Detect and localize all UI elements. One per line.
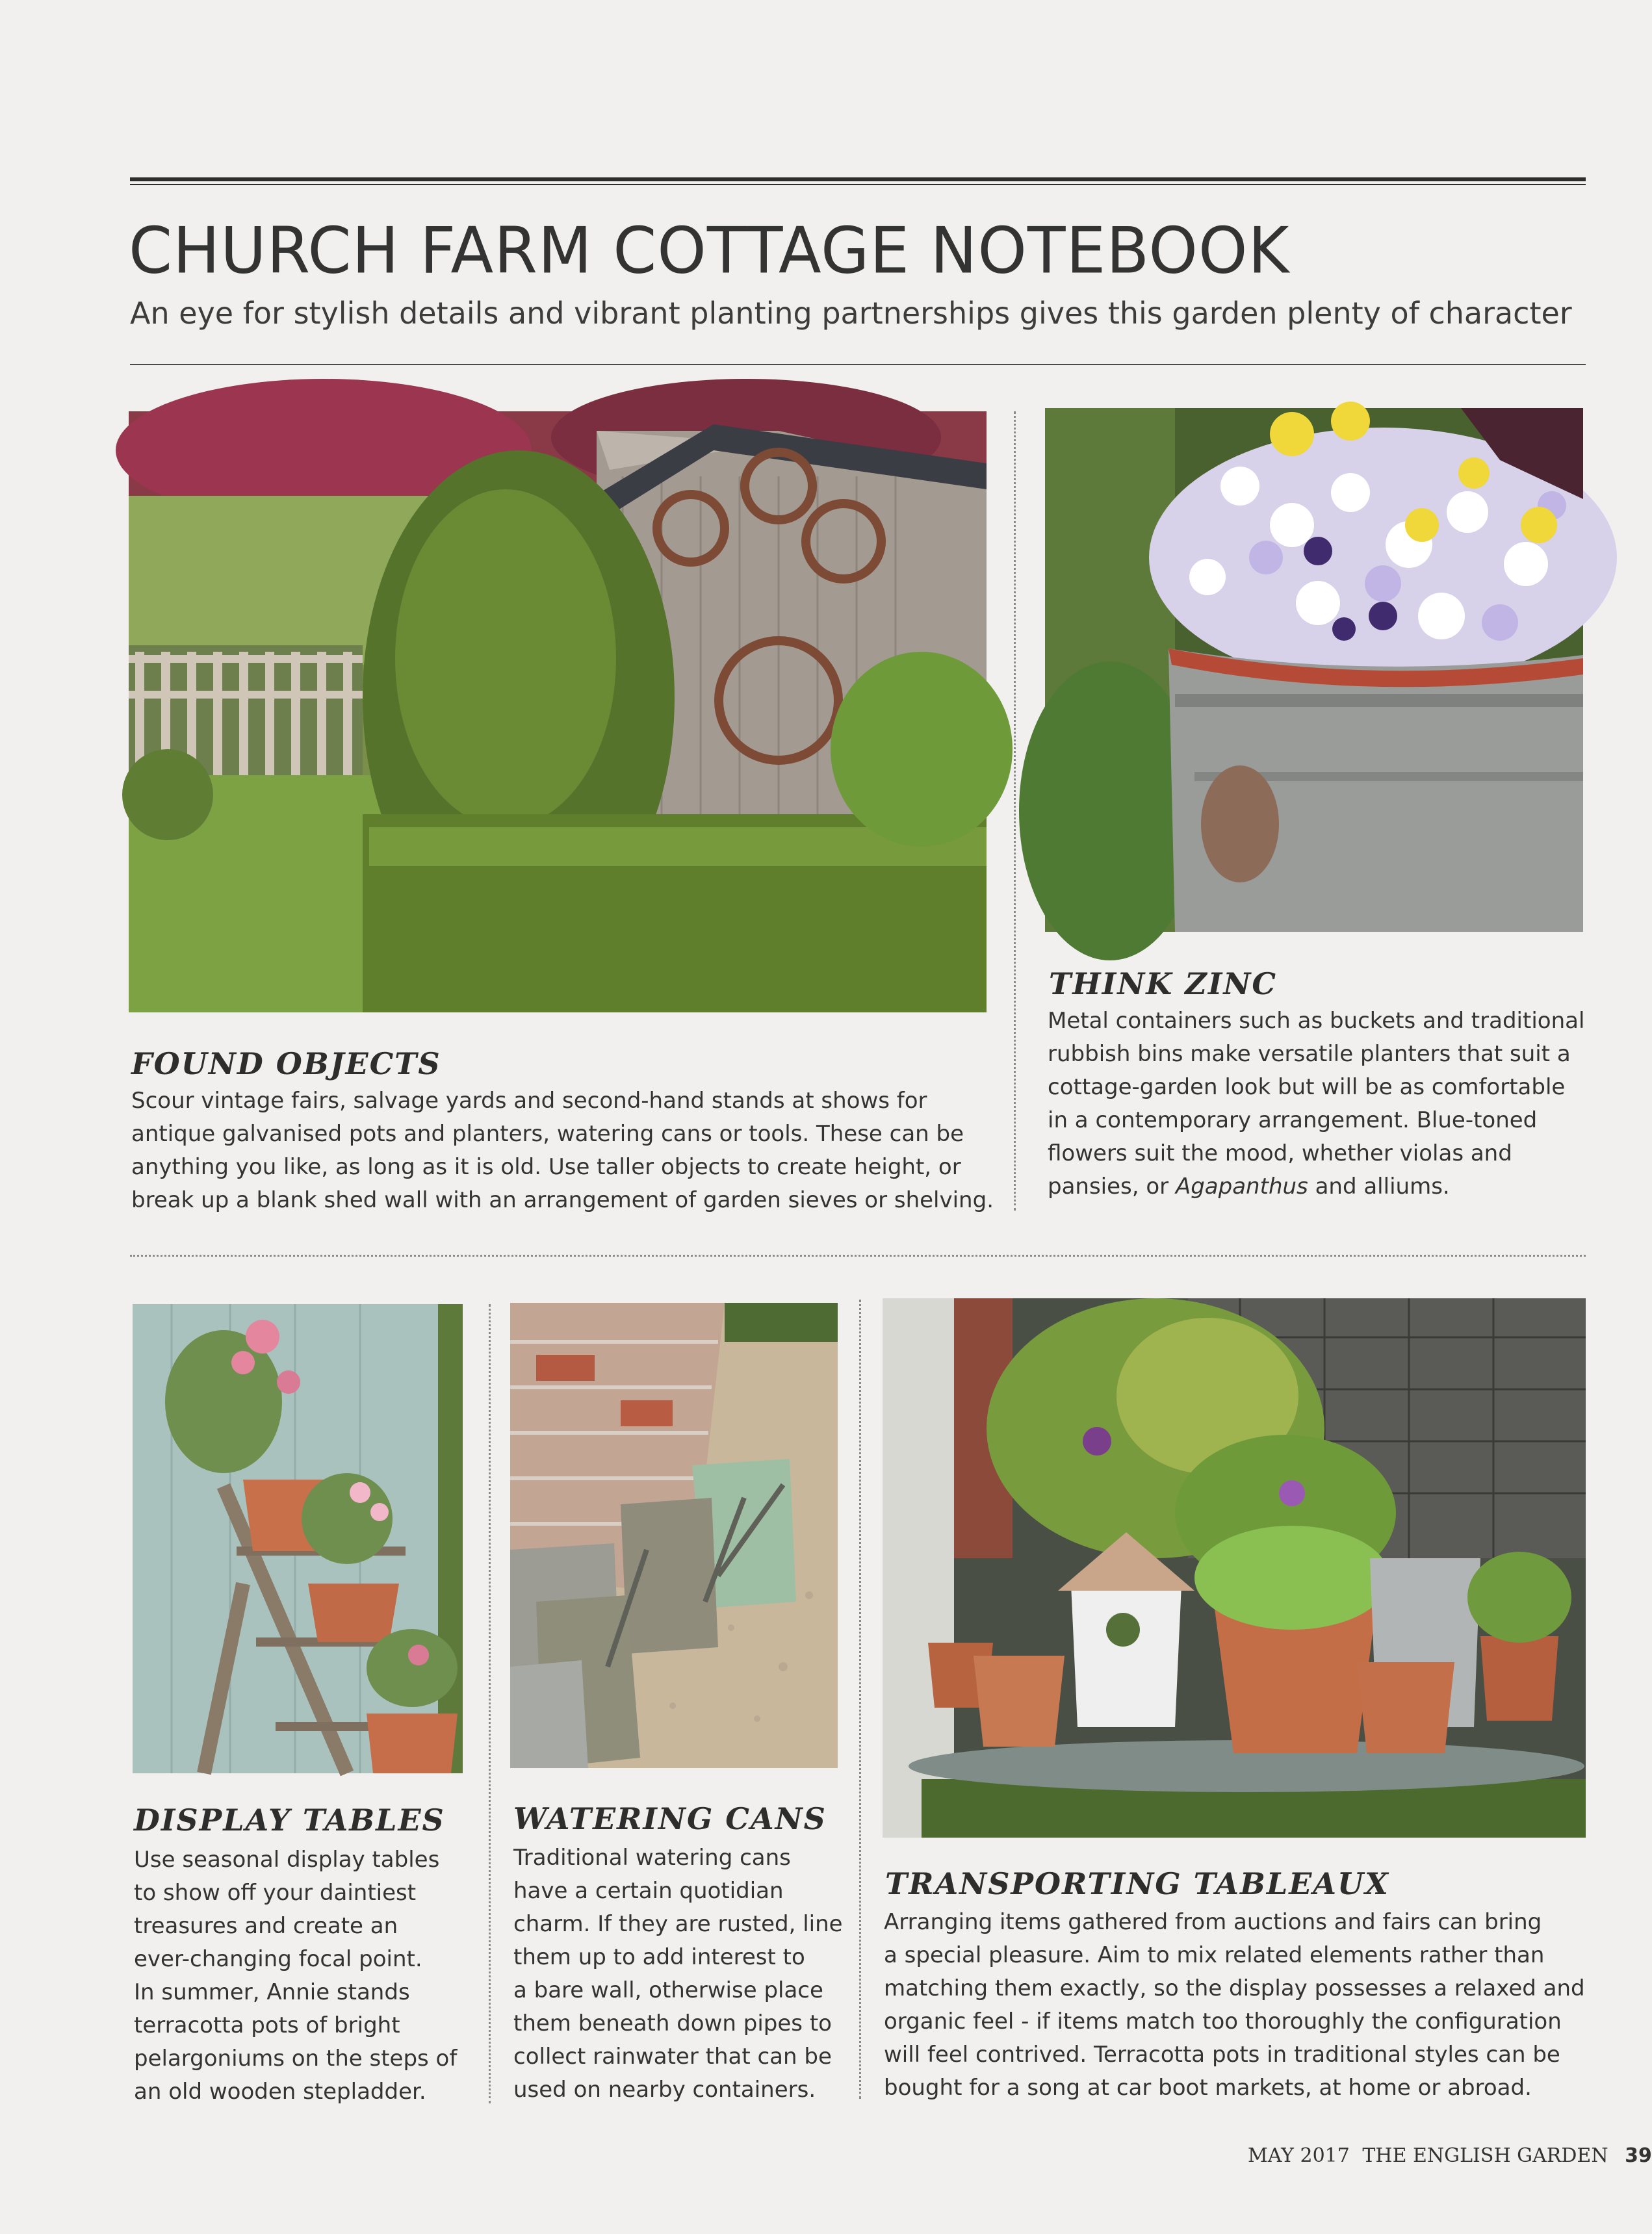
think-zinc-line-prefix: pansies, or xyxy=(1048,1174,1176,1200)
zinc-bucket-photo xyxy=(1045,408,1583,932)
transporting-tableaux-heading: TRANSPORTING TABLEAUX xyxy=(885,1866,1389,1901)
think-zinc-line: Metal containers such as buckets and traditional xyxy=(1048,1008,1585,1034)
page-number: 39 xyxy=(1625,2144,1652,2167)
display-tables-line: ever-changing focal point. xyxy=(134,1946,422,1972)
page-subtitle: An eye for stylish details and vibrant planting partnerships gives this garden plenty of character xyxy=(130,296,1572,331)
found-objects-heading: FOUND OBJECTS xyxy=(131,1046,441,1081)
agapanthus-italic: Agapanthus xyxy=(1175,1174,1308,1200)
transporting-tableaux-body xyxy=(884,1906,1599,2105)
display-tables-line: terracotta pots of bright xyxy=(134,2012,400,2038)
think-zinc-line: rubbish bins make versatile planters that suit a xyxy=(1048,1041,1571,1067)
shed-photo xyxy=(129,411,987,1012)
watering-cans-line: have a certain quotidian xyxy=(513,1878,784,1904)
watering-cans-line: a bare wall, otherwise place xyxy=(513,1977,823,2003)
transporting-tableaux-line: organic feel - if items match too thoroughly the configuration xyxy=(884,2009,1562,2035)
column-divider-top xyxy=(1014,411,1016,1211)
display-tables-line: In summer, Annie stands xyxy=(134,1979,410,2005)
watering-cans-line: used on nearby containers. xyxy=(513,2077,816,2103)
watering-cans-line: them beneath down pipes to xyxy=(513,2010,832,2036)
watering-cans-line: collect rainwater that can be xyxy=(513,2044,832,2070)
found-objects-line: Scour vintage fairs, salvage yards and second-hand stands at shows for xyxy=(131,1088,927,1114)
watering-cans-heading: WATERING CANS xyxy=(513,1801,827,1836)
think-zinc-heading: THINK ZINC xyxy=(1049,966,1278,1001)
display-tables-line: Use seasonal display tables xyxy=(134,1847,440,1873)
found-objects-line: anything you like, as long as it is old. Use taller objects to create height, or xyxy=(131,1154,961,1180)
watering-cans-line: charm. If they are rusted, line xyxy=(513,1911,843,1937)
watering-cans-line: Traditional watering cans xyxy=(513,1845,791,1871)
think-zinc-line: cottage-garden look but will be as comfortable xyxy=(1048,1074,1566,1100)
display-tables-line: an old wooden stepladder. xyxy=(134,2079,426,2105)
transporting-tableaux-line: matching them exactly, so the display possesses a relaxed and xyxy=(884,1975,1585,2001)
issue-date: MAY 2017 xyxy=(1248,2144,1350,2167)
subtitle-rule xyxy=(130,364,1586,365)
header-rule-thick xyxy=(130,177,1586,181)
watering-cans-line: them up to add interest to xyxy=(513,1944,805,1970)
think-zinc-line: flowers suit the mood, whether violas and xyxy=(1048,1140,1512,1166)
display-tables-line: treasures and create an xyxy=(134,1913,398,1939)
think-zinc-line-last xyxy=(1048,1170,1594,1203)
display-tables-line: pelargoniums on the steps of xyxy=(134,2046,458,2072)
think-zinc-line-suffix: and alliums. xyxy=(1308,1174,1450,1200)
display-tables-line: to show off your daintiest xyxy=(134,1880,417,1906)
transporting-tableaux-line: a special pleasure. Aim to mix related elements rather than xyxy=(884,1942,1545,1968)
transporting-tableaux-line: Arranging items gathered from auctions and fairs can bring xyxy=(884,1909,1542,1935)
page-footer xyxy=(1248,2144,1652,2167)
header-rule-thin xyxy=(130,184,1586,185)
stepladder-photo xyxy=(133,1304,463,1773)
column-divider-bottom-left xyxy=(489,1304,491,2103)
row-divider xyxy=(130,1255,1586,1257)
column-divider-bottom-right xyxy=(859,1300,861,2099)
think-zinc-body xyxy=(1048,1005,1594,1203)
watering-cans-photo xyxy=(510,1303,838,1768)
watering-cans-body xyxy=(513,1842,851,2107)
found-objects-body xyxy=(131,1085,996,1217)
think-zinc-line: in a contemporary arrangement. Blue-toned xyxy=(1048,1107,1538,1133)
display-tables-heading: DISPLAY TABLES xyxy=(134,1803,445,1838)
tableaux-photo xyxy=(883,1298,1586,1838)
magazine-name: THE ENGLISH GARDEN xyxy=(1362,2144,1608,2167)
display-tables-body xyxy=(134,1843,485,2109)
found-objects-line: antique galvanised pots and planters, watering cans or tools. These can be xyxy=(131,1121,964,1147)
found-objects-line: break up a blank shed wall with an arrangement of garden sieves or shelving. xyxy=(131,1187,994,1213)
transporting-tableaux-line: bought for a song at car boot markets, at home or abroad. xyxy=(884,2075,1532,2101)
transporting-tableaux-line: will feel contrived. Terracotta pots in traditional styles can be xyxy=(884,2042,1560,2068)
page-title: CHURCH FARM COTTAGE NOTEBOOK xyxy=(129,213,1290,289)
